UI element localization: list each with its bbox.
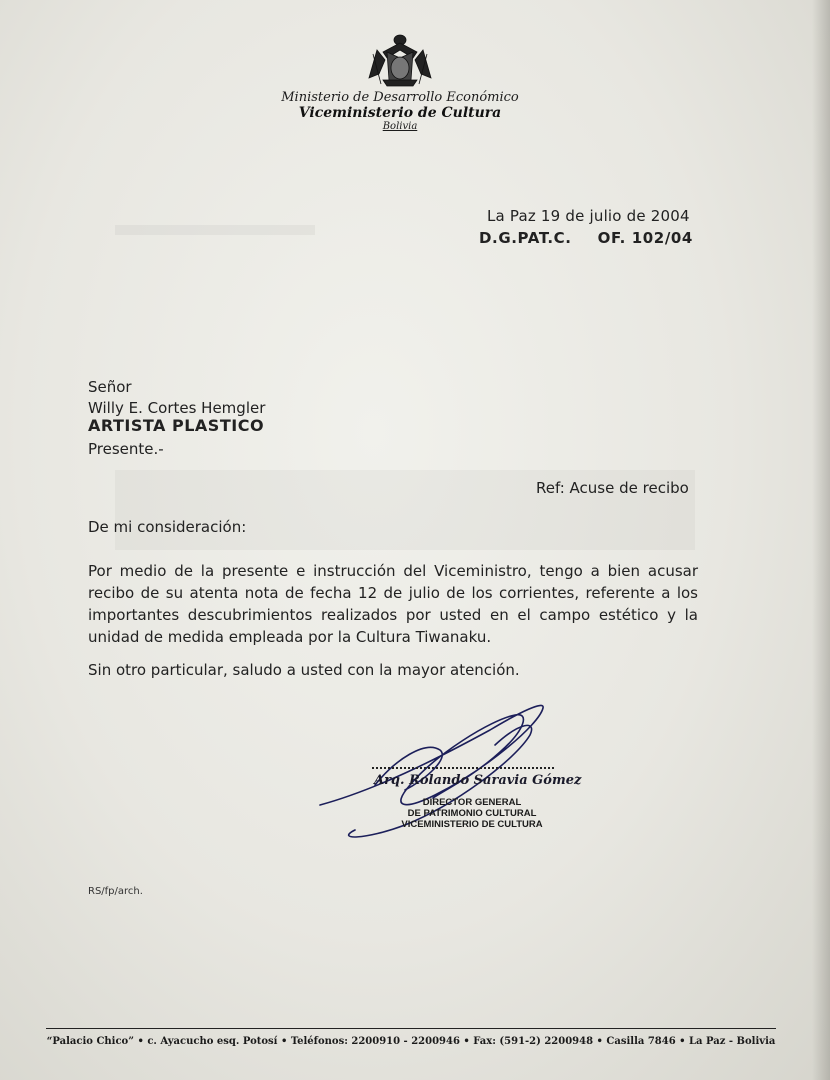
recipient-salutation: Señor bbox=[88, 378, 132, 396]
signatory-title-line: VICEMINISTERIO DE CULTURA bbox=[401, 819, 543, 830]
typist-initials: RS/fp/arch. bbox=[88, 886, 143, 897]
coat-of-arms-icon bbox=[365, 30, 435, 88]
recipient-presente: Presente.- bbox=[88, 440, 164, 458]
ref-office: D.G.PAT.C. bbox=[479, 229, 572, 247]
place-date: La Paz 19 de julio de 2004 bbox=[487, 207, 690, 225]
country-name: Bolivia bbox=[382, 121, 418, 132]
recipient-title: ARTISTA PLASTICO bbox=[88, 416, 265, 435]
signatory-title-line: DIRECTOR GENERAL bbox=[422, 797, 522, 808]
greeting: De mi consideración: bbox=[88, 518, 247, 536]
show-through-texture bbox=[115, 225, 315, 235]
signature-line bbox=[372, 767, 554, 769]
ref-number: OF. 102/04 bbox=[597, 229, 693, 247]
closing-line: Sin otro particular, saludo a usted con la mayor atención. bbox=[88, 661, 520, 679]
body-paragraph: Por medio de la presente e instrucción del Viceministro, tengo a bien acusar recibo de su atenta nota de fecha 12 de julio de los corrientes, referente a los importantes descubrimientos realizados por usted en el campo estético y la unidad de medida empleada por la Cultura Tiwanaku. bbox=[88, 562, 698, 646]
recipient-name: Willy E. Cortes Hemgler bbox=[88, 399, 266, 417]
subject-reference: Ref: Acuse de recibo bbox=[536, 479, 689, 497]
letterhead bbox=[230, 30, 570, 132]
viceministry-name: Viceministerio de Cultura bbox=[298, 105, 502, 121]
reference-code bbox=[479, 229, 693, 247]
footer-divider bbox=[46, 1028, 776, 1029]
signatory-title-line: DE PATRIMONIO CULTURAL bbox=[407, 808, 537, 819]
paper-edge-shadow bbox=[812, 0, 830, 1080]
footer-address: “Palacio Chico” • c. Ayacucho esq. Potosí • Teléfonos: 2200910 - 2200946 • Fax: (591-2) 2200948 • Casilla 7846 • La Paz - Bolivia bbox=[46, 1036, 776, 1047]
ministry-name: Ministerio de Desarrollo Económico bbox=[281, 90, 519, 105]
signatory-name: Arq. Rolando Saravia Gómez bbox=[374, 773, 582, 788]
